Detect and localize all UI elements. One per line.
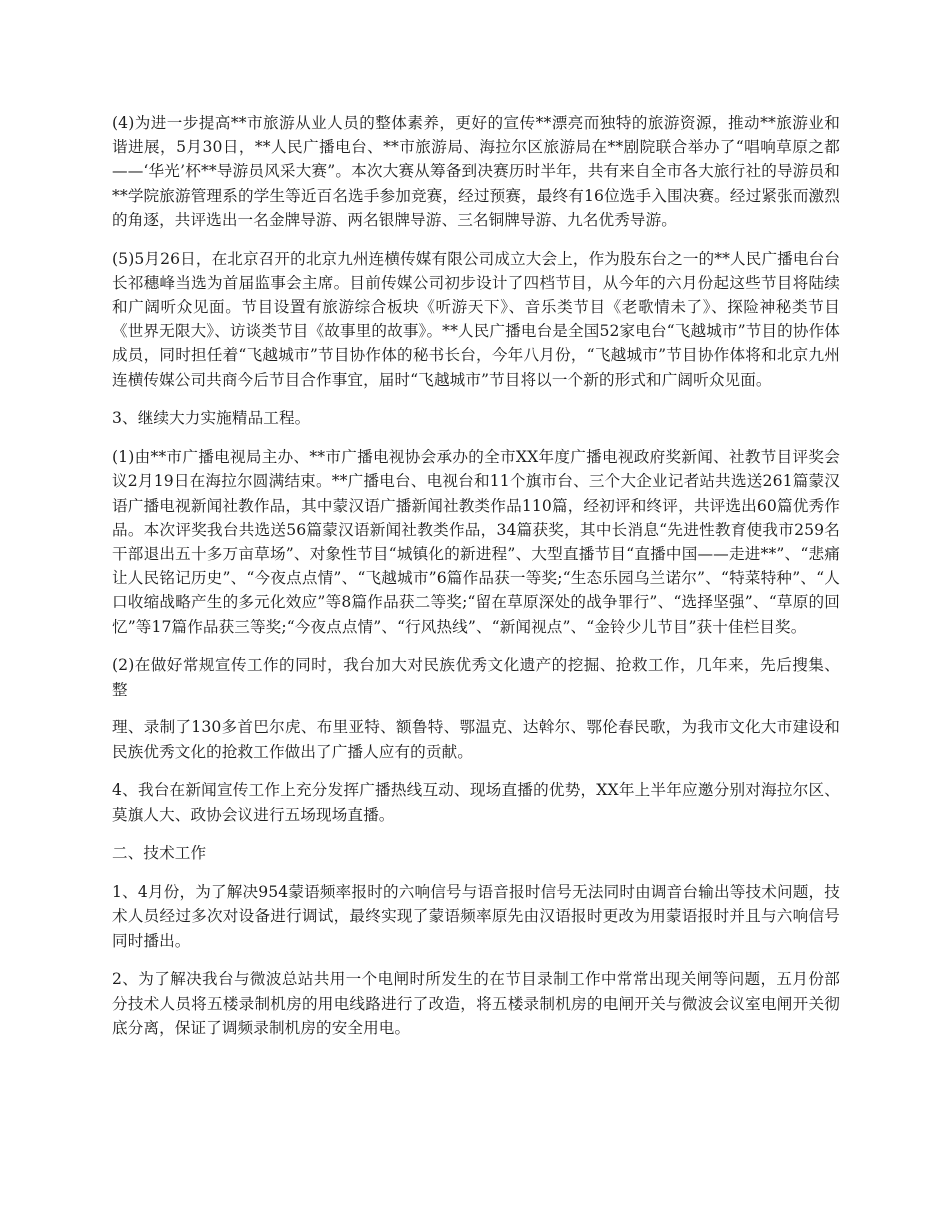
document-page	[112, 111, 840, 1055]
paragraph-cultural-heritage: (2)在做好常规宣传工作的同时，我台加大对民族优秀文化遗产的挖掘、抢救工作，几年来，先后搜集、整	[112, 656, 840, 699]
paragraph-award-meeting: (1)由**市广播电视局主办、**市广播电视协会承办的全市XX年度广播电视政府奖新闻、社教节目评奖会议2月19日在海拉尔圆满结束。**广播电台、电视台和11个旗市台、三个大企业记者站共选送261篇蒙汉语广播电视新闻社教作品，其中蒙汉语广播新闻社教类作品110篇，经初评和终评，共评选出60篇优秀作品。本次评奖我台共选送56篇蒙汉语新闻社教类作品，34篇获奖，其中长消息“先进性教育使我市259名干部退出五十多万亩草场”、对象性节目“城镇化的新进程”、大型直播节目“直播中国——走进**”、“悲痛让人民铭记历史”、“今夜点点情”、“飞越城市”6篇作品获一等奖;“生态乐园乌兰诺尔”、“特菜特种”、“人口收缩战略产生的多元化效应”等8篇作品获二等奖;“留在草原深处的战争罪行”、“选择坚强”、“草原的回忆”等17篇作品获三等奖;“今夜点点情”、“行风热线”、“新闻视点”、“金铃少儿节目”获十佳栏目奖。	[112, 448, 840, 636]
paragraph-time-signal: 1、4月份，为了解决954蒙语频率报时的六响信号与语音报时信号无法同时由调音台输出等技术问题，技术人员经过多次对设备进行调试，最终实现了蒙语频率原先由汉语报时更改为用蒙语报时并且与六响信号同时播出。	[112, 883, 840, 950]
heading-quality-project: 3、继续大力实施精品工程。	[112, 409, 311, 428]
paragraph-power-switch: 2、为了解决我台与微波总站共用一个电闸时所发生的在节目录制工作中常常出现关闸等问题，五月份部分技术人员将五楼录制机房的用电线路进行了改造，将五楼录制机房的电闸开关与微波会议室电闸开关彻底分离，保证了调频录制机房的安全用电。	[112, 970, 840, 1037]
paragraph-live-broadcast: 4、我台在新闻宣传工作上充分发挥广播热线互动、现场直播的优势，XX年上半年应邀分别对海拉尔区、莫旗人大、政协会议进行五场现场直播。	[112, 781, 840, 824]
paragraph-tourism-contest: (4)为进一步提高**市旅游从业人员的整体素养，更好的宣传**漂亮而独特的旅游资源，推动**旅游业和谐进展，5月30日，**人民广播电台、**市旅游局、海拉尔区旅游局在**剧院联合举办了“唱响草原之都——‘华光’杯**导游员风采大赛”。本次大赛从筹备到决赛历时半年，共有来自全市各大旅行社的导游员和**学院旅游管理系的学生等近百名选手参加竞赛，经过预赛，最终有16位选手入围决赛。经过紧张而激烈的角逐，共评选出一名金牌导游、两名银牌导游、三名铜牌导游、九名优秀导游。	[112, 114, 840, 229]
paragraph-folk-songs: 理、录制了130多首巴尔虎、布里亚特、额鲁特、鄂温克、达斡尔、鄂伦春民歌，为我市文化大市建设和民族优秀文化的抢救工作做出了广播人应有的贡献。	[112, 718, 840, 761]
heading-technical-work: 二、技术工作	[112, 844, 207, 863]
paragraph-media-company: (5)5月26日，在北京召开的北京九州连横传媒有限公司成立大会上，作为股东台之一的**人民广播电台台长祁穗峰当选为首届监事会主席。目前传媒公司初步设计了四档节目，从今年的六月份起这些节目将陆续和广阔听众见面。节目设置有旅游综合板块《听游天下》、音乐类节目《老歌情未了》、探险神秘类节目《世界无限大》、访谈类节目《故事里的故事》。**人民广播电台是全国52家电台“飞越城市”节目的协作体成员，同时担任着“飞越城市”节目协作体的秘书长台，今年八月份，“飞越城市”节目协作体将和北京九州连横传媒公司共商今后节目合作事宜，届时“飞越城市”节目将以一个新的形式和广阔听众见面。	[112, 249, 840, 389]
